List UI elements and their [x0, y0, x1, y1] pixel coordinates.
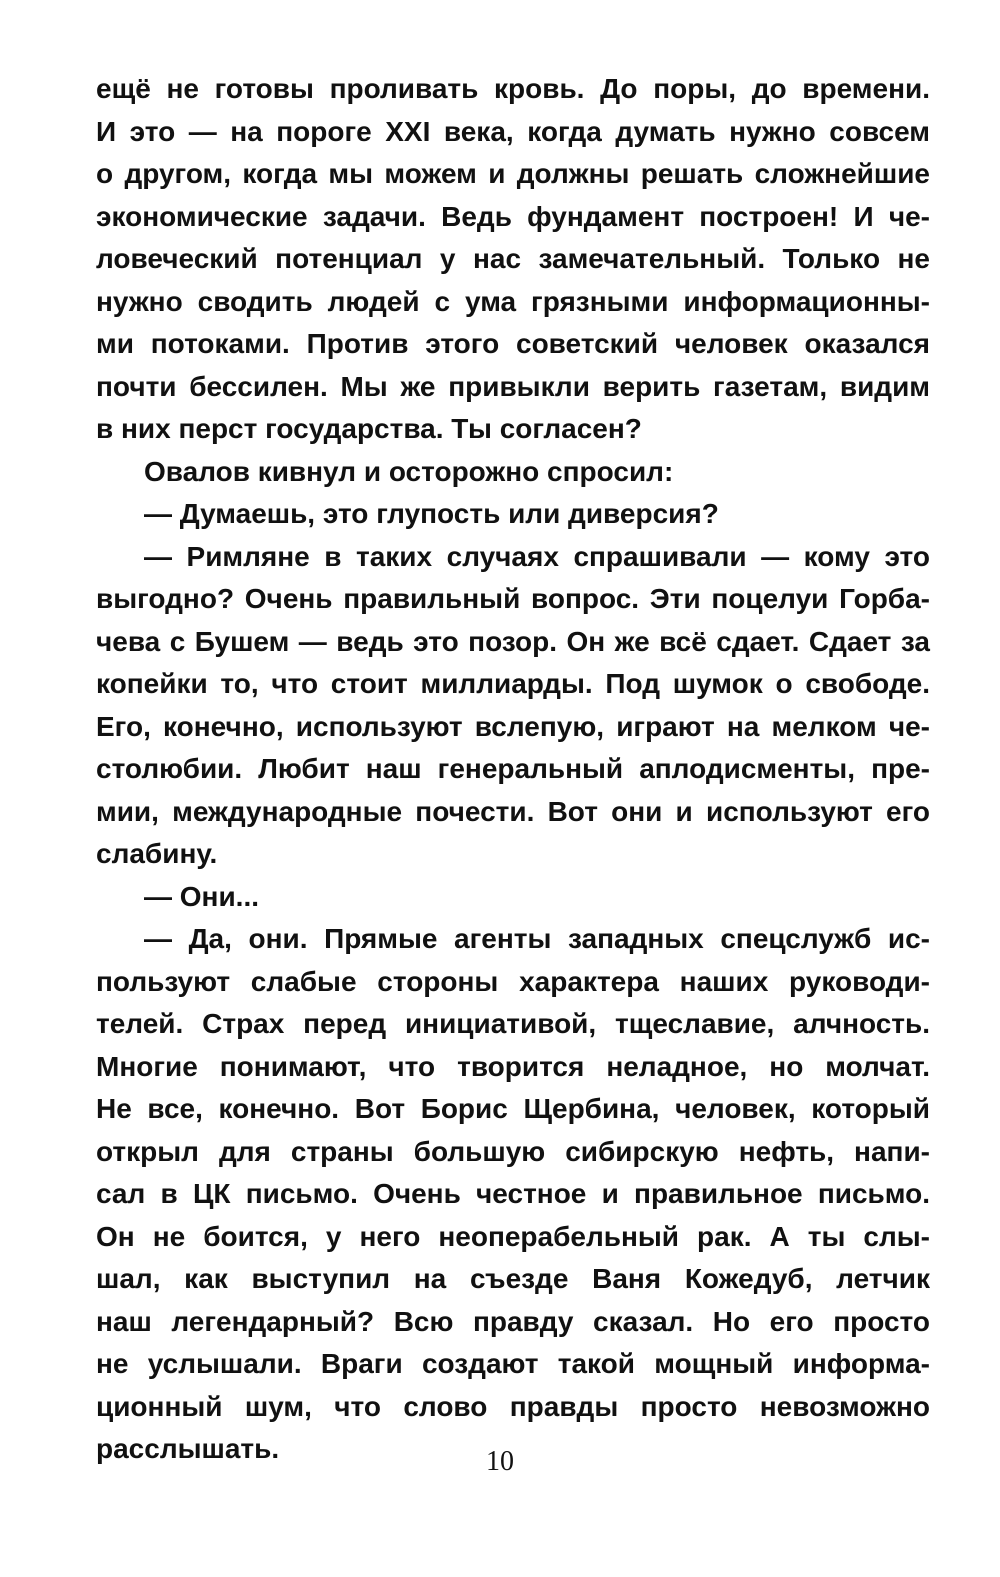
- body-text: [96, 68, 930, 1471]
- text-line: выгодно? Очень правильный вопрос. Эти поцелуи Горба-: [96, 583, 930, 614]
- page-number: 10: [486, 1446, 514, 1477]
- text-line: сал в ЦК письмо. Очень честное и правильное письмо.: [96, 1178, 930, 1209]
- text-line: экономические задачи. Ведь фундамент построен! И че-: [96, 200, 930, 232]
- text-line: ционный шум, что слово правды просто невозможно: [96, 1390, 930, 1422]
- text-line: шал, как выступил на съезде Ваня Кожедуб, летчик: [96, 1263, 930, 1294]
- text-line: не услышали. Враги создают такой мощный информа-: [96, 1348, 930, 1379]
- text-line: — Римляне в таких случаях спрашивали — кому это: [144, 540, 930, 572]
- text-line: — Они...: [144, 880, 260, 912]
- text-line: чева с Бушем — ведь это позор. Он же всё сдает. Сдает за: [96, 625, 930, 657]
- text-line: ещё не готовы проливать кровь. До поры, до времени.: [96, 73, 930, 104]
- text-line: Многие понимают, что творится неладное, но молчат.: [96, 1050, 930, 1082]
- text-line: Он не боится, у него неоперабельный рак. А ты слы-: [96, 1220, 930, 1252]
- text-line: Не все, конечно. Вот Борис Щербина, человек, который: [96, 1093, 930, 1124]
- text-line: копейки то, что стоит миллиарды. Под шумок о свободе.: [96, 668, 930, 699]
- text-line: Его, конечно, используют вслепую, играют на мелком че-: [96, 710, 930, 742]
- text-line: — Да, они. Прямые агенты западных спецслужб ис-: [144, 923, 930, 954]
- text-line: почти бессилен. Мы же привыкли верить газетам, видим: [96, 370, 930, 402]
- text-line: — Думаешь, это глупость или диверсия?: [144, 498, 719, 529]
- text-line: ми потоками. Против этого советский человек оказался: [96, 328, 930, 359]
- text-line: ловеческий потенциал у нас замечательный. Только не: [96, 243, 930, 274]
- text-line: о другом, когда мы можем и должны решать сложнейшие: [96, 158, 930, 189]
- text-line: пользуют слабые стороны характера наших руководи-: [96, 965, 930, 997]
- text-line: наш легендарный? Всю правду сказал. Но его просто: [96, 1305, 930, 1337]
- text-line: мии, международные почести. Вот они и используют его: [96, 795, 930, 827]
- text-line: телей. Страх перед инициативой, тщеславие, алчность.: [96, 1008, 930, 1039]
- text-line: И это — на пороге XXI века, когда думать нужно совсем: [96, 115, 930, 147]
- text-line: в них перст государства. Ты согласен?: [96, 413, 642, 444]
- text-line: нужно сводить людей с ума грязными информационны-: [96, 285, 930, 317]
- text-line: расслышать.: [96, 1433, 280, 1464]
- text-line: Овалов кивнул и осторожно спросил:: [144, 455, 674, 487]
- text-line: слабину.: [96, 838, 218, 869]
- text-line: открыл для страны большую сибирскую нефть, напи-: [96, 1135, 930, 1167]
- text-line: столюбии. Любит наш генеральный аплодисменты, пре-: [96, 753, 930, 784]
